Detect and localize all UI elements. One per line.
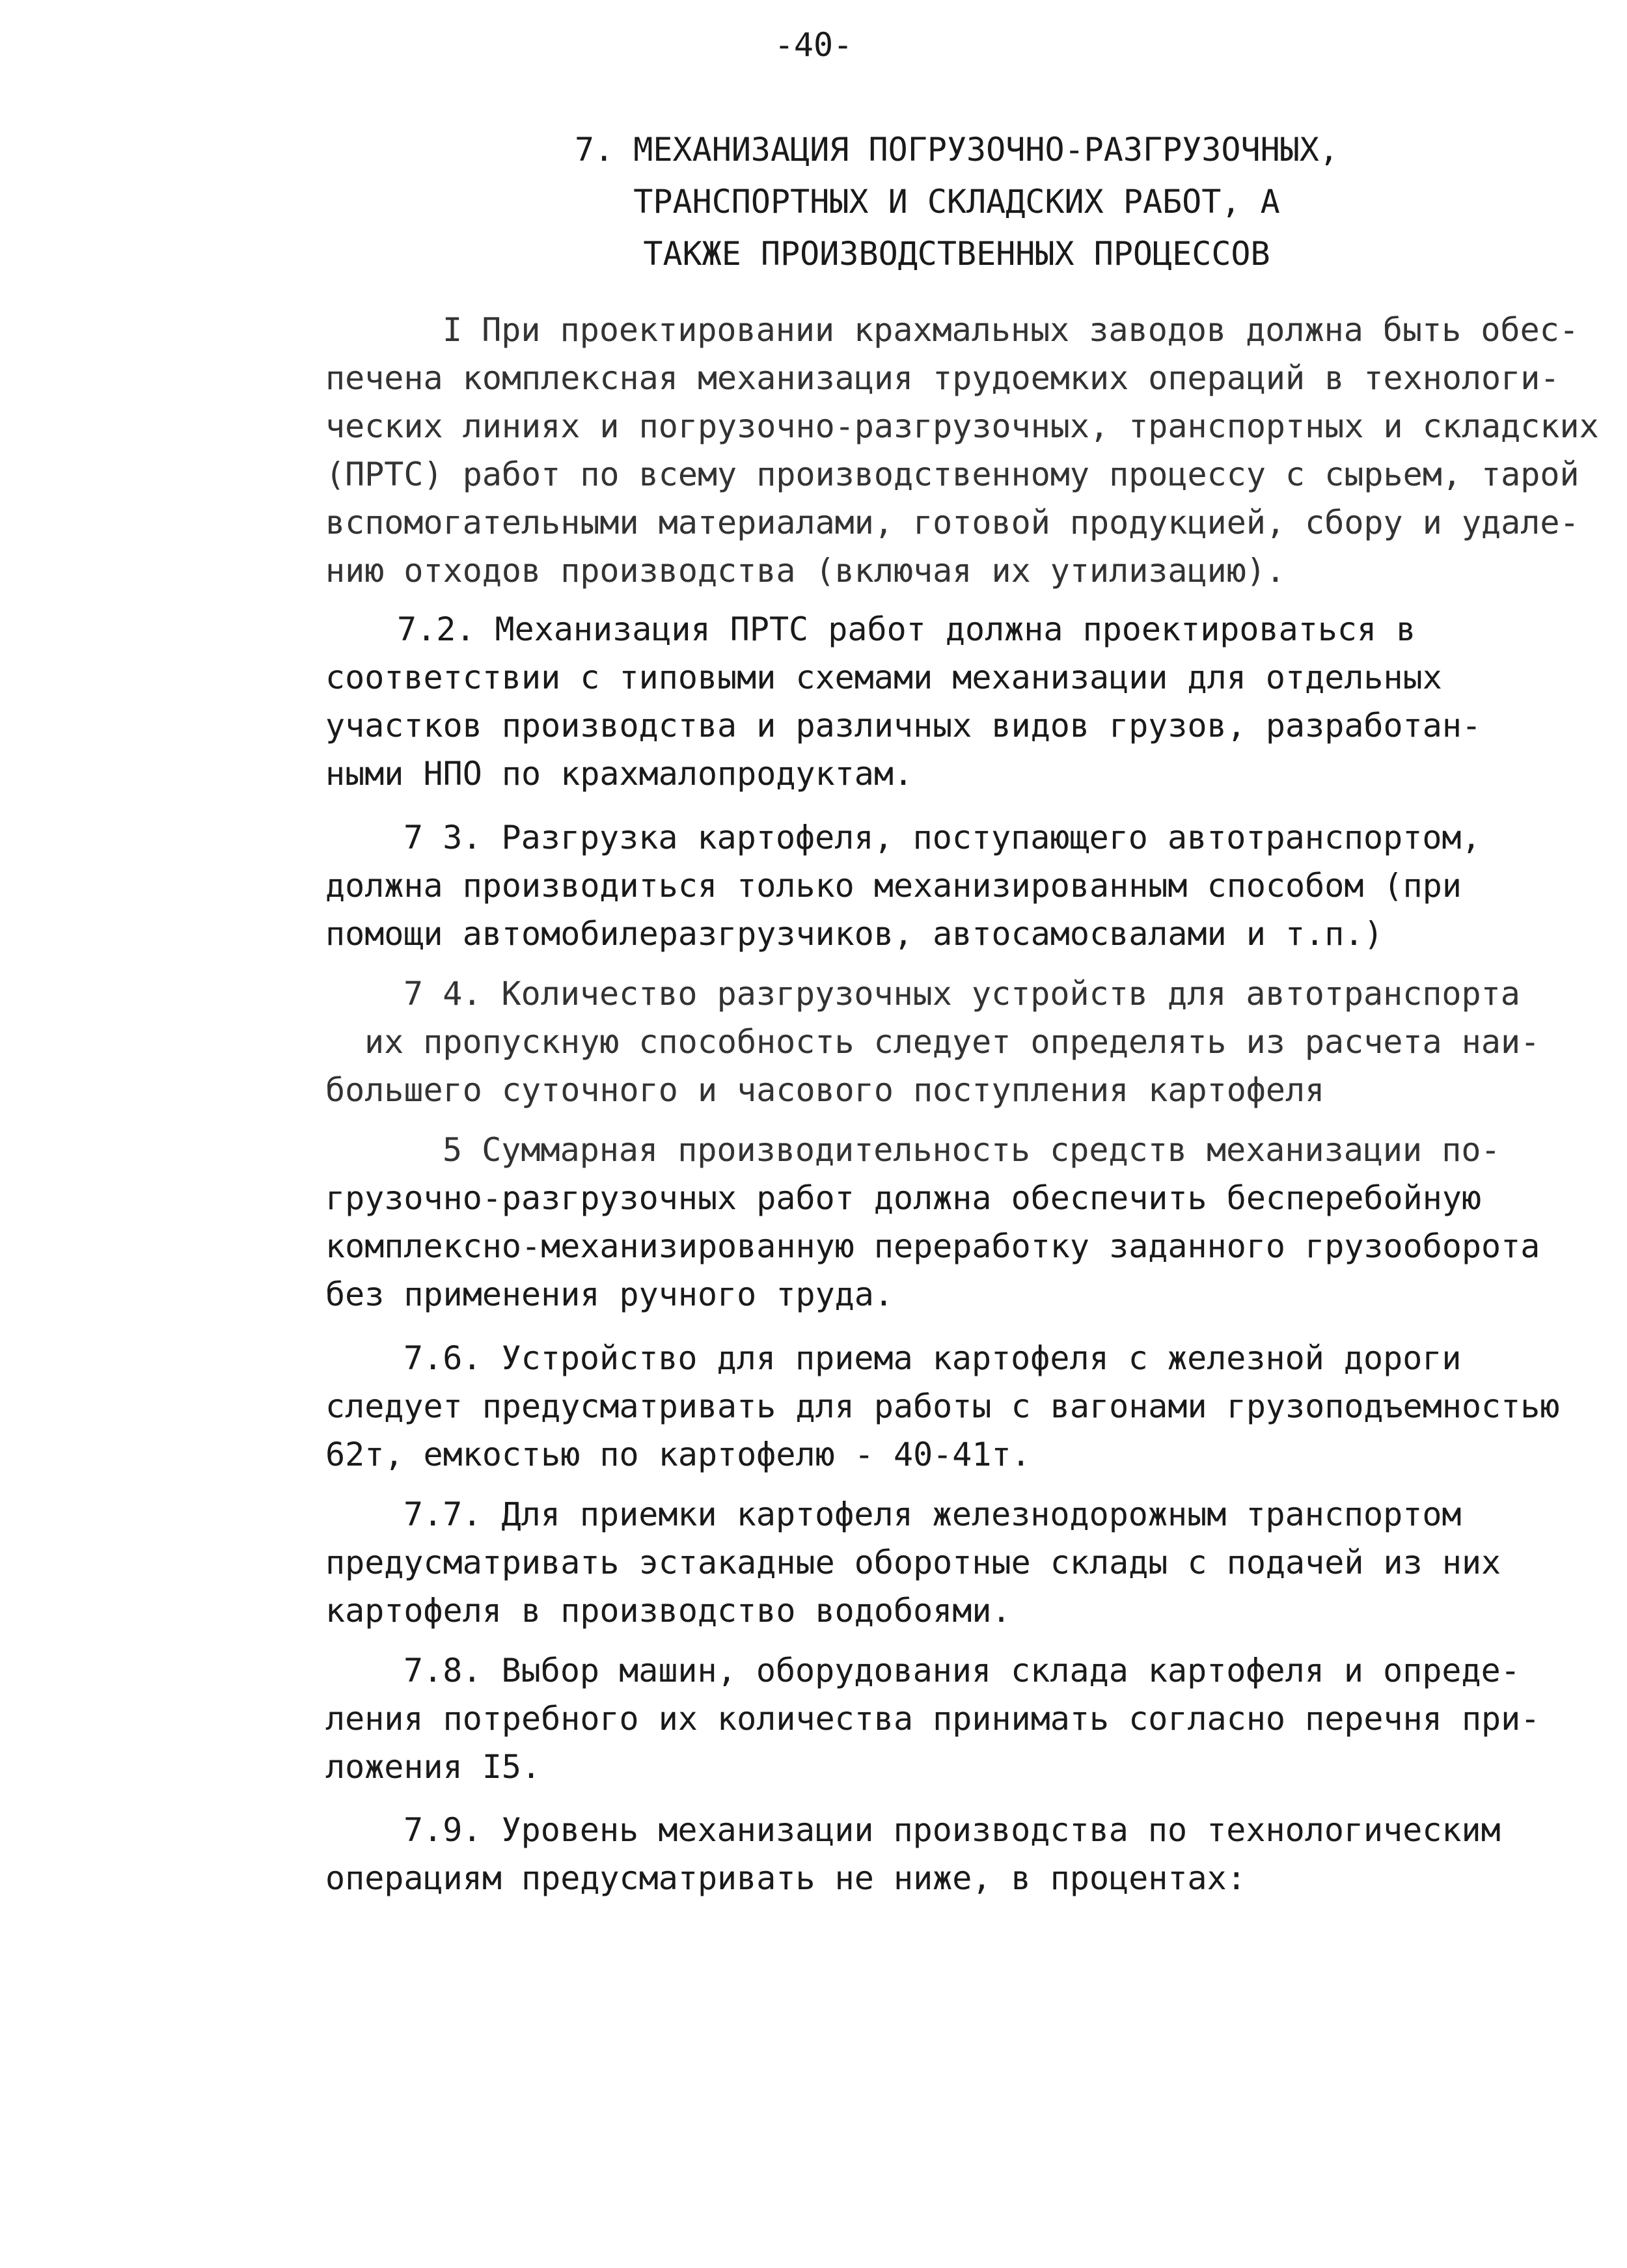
paragraph-line: 7.9. Уровень механизации производства по технологическим	[403, 1811, 1501, 1849]
paragraph-line: без применения ручного труда.	[325, 1276, 894, 1313]
section-heading	[469, 124, 1445, 280]
paragraph-line: 7.8. Выбор машин, оборудования склада картофеля и опреде-	[403, 1652, 1520, 1689]
paragraph-line: их пропускную способность следует определять из расчета наи-	[364, 1023, 1540, 1061]
paragraph-line: I При проектировании крахмальных заводов должна быть обес-	[443, 311, 1579, 349]
paragraph-line: картофеля в производство водобоями.	[325, 1592, 1011, 1630]
paragraph-line: комплексно-механизированную переработку заданного грузооборота	[325, 1227, 1540, 1265]
paragraph-7-1	[325, 306, 1599, 595]
paragraph-7-2	[325, 605, 1594, 798]
page-number: -40-	[774, 26, 853, 64]
paragraph-line: участков производства и различных видов грузов, разработан-	[325, 707, 1482, 745]
paragraph-line: 7.2. Механизация ПРТС работ должна проектироваться в	[397, 610, 1416, 648]
paragraph-line: 7 4. Количество разгрузочных устройств для автотранспорта	[403, 975, 1520, 1013]
paragraph-line: 62т, емкостью по картофелю - 40-41т.	[325, 1436, 1031, 1473]
paragraph-line: (ПРТС) работ по всему производственному процессу с сырьем, тарой	[325, 456, 1579, 493]
paragraph-line: вспомогательными материалами, готовой продукцией, сбору и удале-	[325, 504, 1579, 541]
paragraph-line: большего суточного и часового поступления картофеля	[325, 1071, 1325, 1109]
paragraph-7-4	[325, 970, 1594, 1114]
heading-line: 7. МЕХАНИЗАЦИЯ ПОГРУЗОЧНО-РАЗГРУЗОЧНЫХ,	[575, 131, 1339, 169]
paragraph-line: ложения I5.	[325, 1748, 541, 1786]
paragraph-7-9	[325, 1806, 1594, 1902]
paragraph-line: ными НПО по крахмалопродуктам.	[325, 755, 914, 793]
heading-line: ТАКЖЕ ПРОИЗВОДСТВЕННЫХ ПРОЦЕССОВ	[643, 235, 1270, 273]
paragraph-line: предусматривать эстакадные оборотные склады с подачей из них	[325, 1544, 1501, 1581]
paragraph-line: должна производиться только механизированным способом (при	[325, 867, 1462, 905]
paragraph-line: ления потребного их количества принимать согласно перечня при-	[325, 1700, 1540, 1738]
paragraph-line: операциям предусматривать не ниже, в процентах:	[325, 1859, 1246, 1897]
paragraph-7-8	[325, 1646, 1594, 1791]
paragraph-line: грузочно-разгрузочных работ должна обеспечить бесперебойную	[325, 1179, 1482, 1217]
paragraph-line: 7 3. Разгрузка картофеля, поступающего автотранспортом,	[403, 819, 1481, 856]
paragraph-7-7	[325, 1490, 1594, 1635]
paragraph-7-6	[325, 1334, 1594, 1479]
paragraph-line: ческих линиях и погрузочно-разгрузочных, транспортных и складских	[325, 407, 1599, 445]
heading-line: ТРАНСПОРТНЫХ И СКЛАДСКИХ РАБОТ, А	[633, 183, 1280, 221]
paragraph-line: соответствии с типовыми схемами механизации для отдельных	[325, 659, 1442, 696]
paragraph-line: помощи автомобилеразгрузчиков, автосамосвалами и т.п.)	[325, 915, 1384, 953]
paragraph-line: нию отходов производства (включая их утилизацию).	[325, 552, 1286, 590]
paragraph-line: 7.7. Для приемки картофеля железнодорожным транспортом	[403, 1496, 1462, 1533]
paragraph-line: 5 Суммарная производительность средств механизации по-	[443, 1131, 1501, 1169]
paragraph-line: печена комплексная механизация трудоемких операций в технологи-	[325, 359, 1560, 397]
paragraph-line: следует предусматривать для работы с вагонами грузоподъемностью	[325, 1387, 1560, 1425]
paragraph-line: 7.6. Устройство для приема картофеля с железной дороги	[403, 1339, 1462, 1377]
paragraph-7-3	[325, 813, 1594, 958]
paragraph-7-5	[325, 1126, 1594, 1318]
